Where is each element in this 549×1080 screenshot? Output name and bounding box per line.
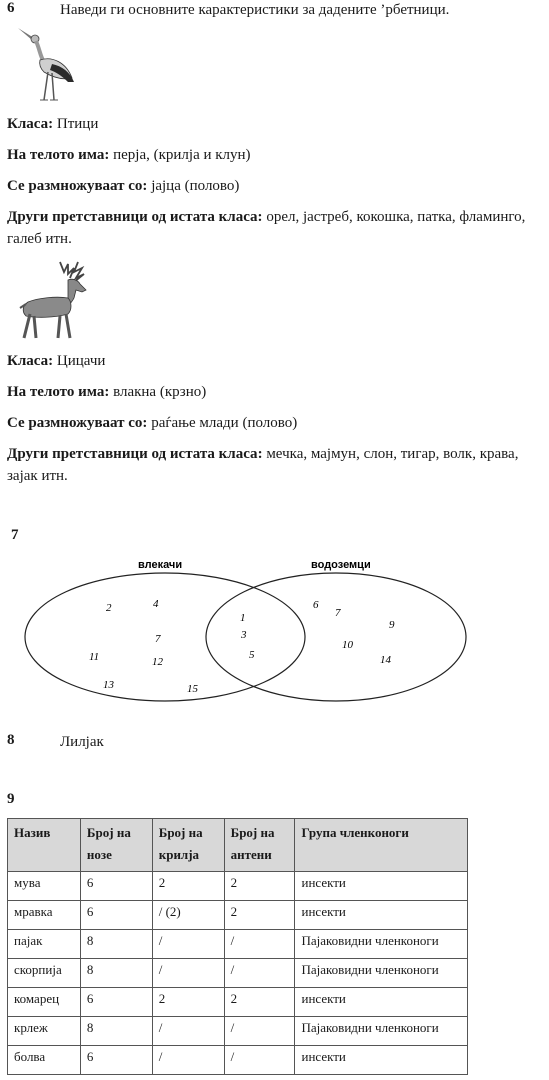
table-cell: болва [8,1046,81,1075]
table-cell: / [224,1046,295,1075]
table-header: Број на антени [224,819,295,872]
table-cell: мравка [8,901,81,930]
table-cell: инсекти [295,1046,468,1075]
venn-right-label: водоземци [311,559,371,571]
table-cell: 8 [80,959,152,988]
venn-both-item: 1 [240,612,246,624]
table-cell: 2 [152,988,224,1017]
mammal-body-line: На телото има: влакна (крзно) [7,384,207,400]
table-row [8,1017,468,1046]
table-cell: 6 [80,988,152,1017]
table-cell: пајак [8,930,81,959]
venn-right-item: 14 [380,654,391,666]
table-cell: / (2) [152,901,224,930]
arthropods-table [7,818,468,1075]
venn-right-item: 7 [335,607,341,619]
venn-left-item: 13 [103,679,114,691]
question-6-number: 6 [7,0,15,16]
table-cell: 2 [224,901,295,930]
venn-left-item: 12 [152,656,163,668]
table-cell: / [152,1017,224,1046]
table-row [8,930,468,959]
table-cell: инсекти [295,901,468,930]
table-cell: 8 [80,930,152,959]
mammal-class-line: Класа: Цицачи [7,353,106,369]
venn-diagram [0,550,549,710]
table-cell: 2 [224,988,295,1017]
question-7-number: 7 [11,527,19,543]
table-row [8,1046,468,1075]
table-row [8,988,468,1017]
table-cell: / [152,930,224,959]
bird-class-value: Птици [56,116,99,132]
table-cell: 8 [80,1017,152,1046]
mammal-repro-value: раѓање млади (полово) [151,415,298,431]
bird-others-label: Други претставници од истата класа: [7,209,263,225]
venn-both-item: 5 [249,649,255,661]
question-6-instruction: Наведи ги основните карактеристики за дадените ’рбетници. [60,2,450,18]
table-cell: комарец [8,988,81,1017]
table-cell: инсекти [295,872,468,901]
bird-repro-label: Се размножуваат со: [7,178,148,194]
venn-left-item: 7 [155,633,161,645]
table-cell: скорпија [8,959,81,988]
table-cell: / [224,959,295,988]
table-cell: мува [8,872,81,901]
mammal-body-value: влакна (крзно) [113,384,207,400]
bird-body-line [7,144,545,166]
table-cell: 2 [152,872,224,901]
table-header: Број на крилја [152,819,224,872]
mammal-others-value: мечка, мајмун, слон, тигар, волк, крава, зајак итн. [7,446,519,484]
venn-left-item: 4 [153,598,159,610]
deer-icon [12,258,94,340]
question-9-number: 9 [7,791,15,807]
table-row [8,959,468,988]
bird-repro-line [7,175,545,197]
stork-icon [14,26,78,102]
table-cell: крлеж [8,1017,81,1046]
bird-class-label: Класа [7,116,49,132]
mammal-repro-line [7,412,545,434]
table-header: Група членконоги [295,819,468,872]
table-header-row [8,819,468,872]
table-cell: 6 [80,1046,152,1075]
bird-repro-value: јајца (полово) [151,178,240,194]
table-cell: / [224,930,295,959]
bird-body-label: На телото има: [7,147,110,163]
venn-right-item: 9 [389,619,395,631]
mammal-others-line: Други претставници од истата класа: мечка, мајмун, слон, тигар, волк, крава, зајак итн. [7,446,519,484]
mammal-others-label: Други претставници од истата класа [7,446,258,462]
venn-right-item: 6 [313,599,319,611]
table-cell: инсекти [295,988,468,1017]
table-header: Број на нозе [80,819,152,872]
bird-class-line: Класа: Птици [7,116,99,132]
venn-both-item: 3 [241,629,247,641]
venn-left-circle [25,573,305,701]
mammal-class-label: Класа [7,353,49,369]
table-cell: 2 [224,872,295,901]
table-header: Назив [8,819,81,872]
table-row [8,901,468,930]
table-cell: / [152,1046,224,1075]
table-cell: 6 [80,872,152,901]
table-cell: / [152,959,224,988]
table-cell: Пајаковидни членконоги [295,1017,468,1046]
mammal-class-value: Цицачи [56,353,106,369]
venn-left-item: 15 [187,683,198,695]
question-8-answer: Лилјак [60,734,104,750]
venn-left-item: 2 [106,602,112,614]
table-row [8,872,468,901]
table-cell: 6 [80,901,152,930]
bird-others-line [7,206,545,250]
table-cell: Пајаковидни членконоги [295,959,468,988]
table-cell: Пајаковидни членконоги [295,930,468,959]
table-cell: / [224,1017,295,1046]
venn-right-item: 10 [342,639,353,651]
question-8-number: 8 [7,732,15,748]
mammal-body-label: На телото има [7,384,105,400]
venn-left-label: влекачи [138,559,183,571]
mammal-repro-label: Се размножуваат со: [7,415,148,431]
bird-body-value: перја, (крилја и клун) [113,147,251,163]
venn-left-item: 11 [89,651,100,663]
bird-others-value: орел, јастреб, кокошка, патка, фламинго, галеб итн. [7,209,526,247]
